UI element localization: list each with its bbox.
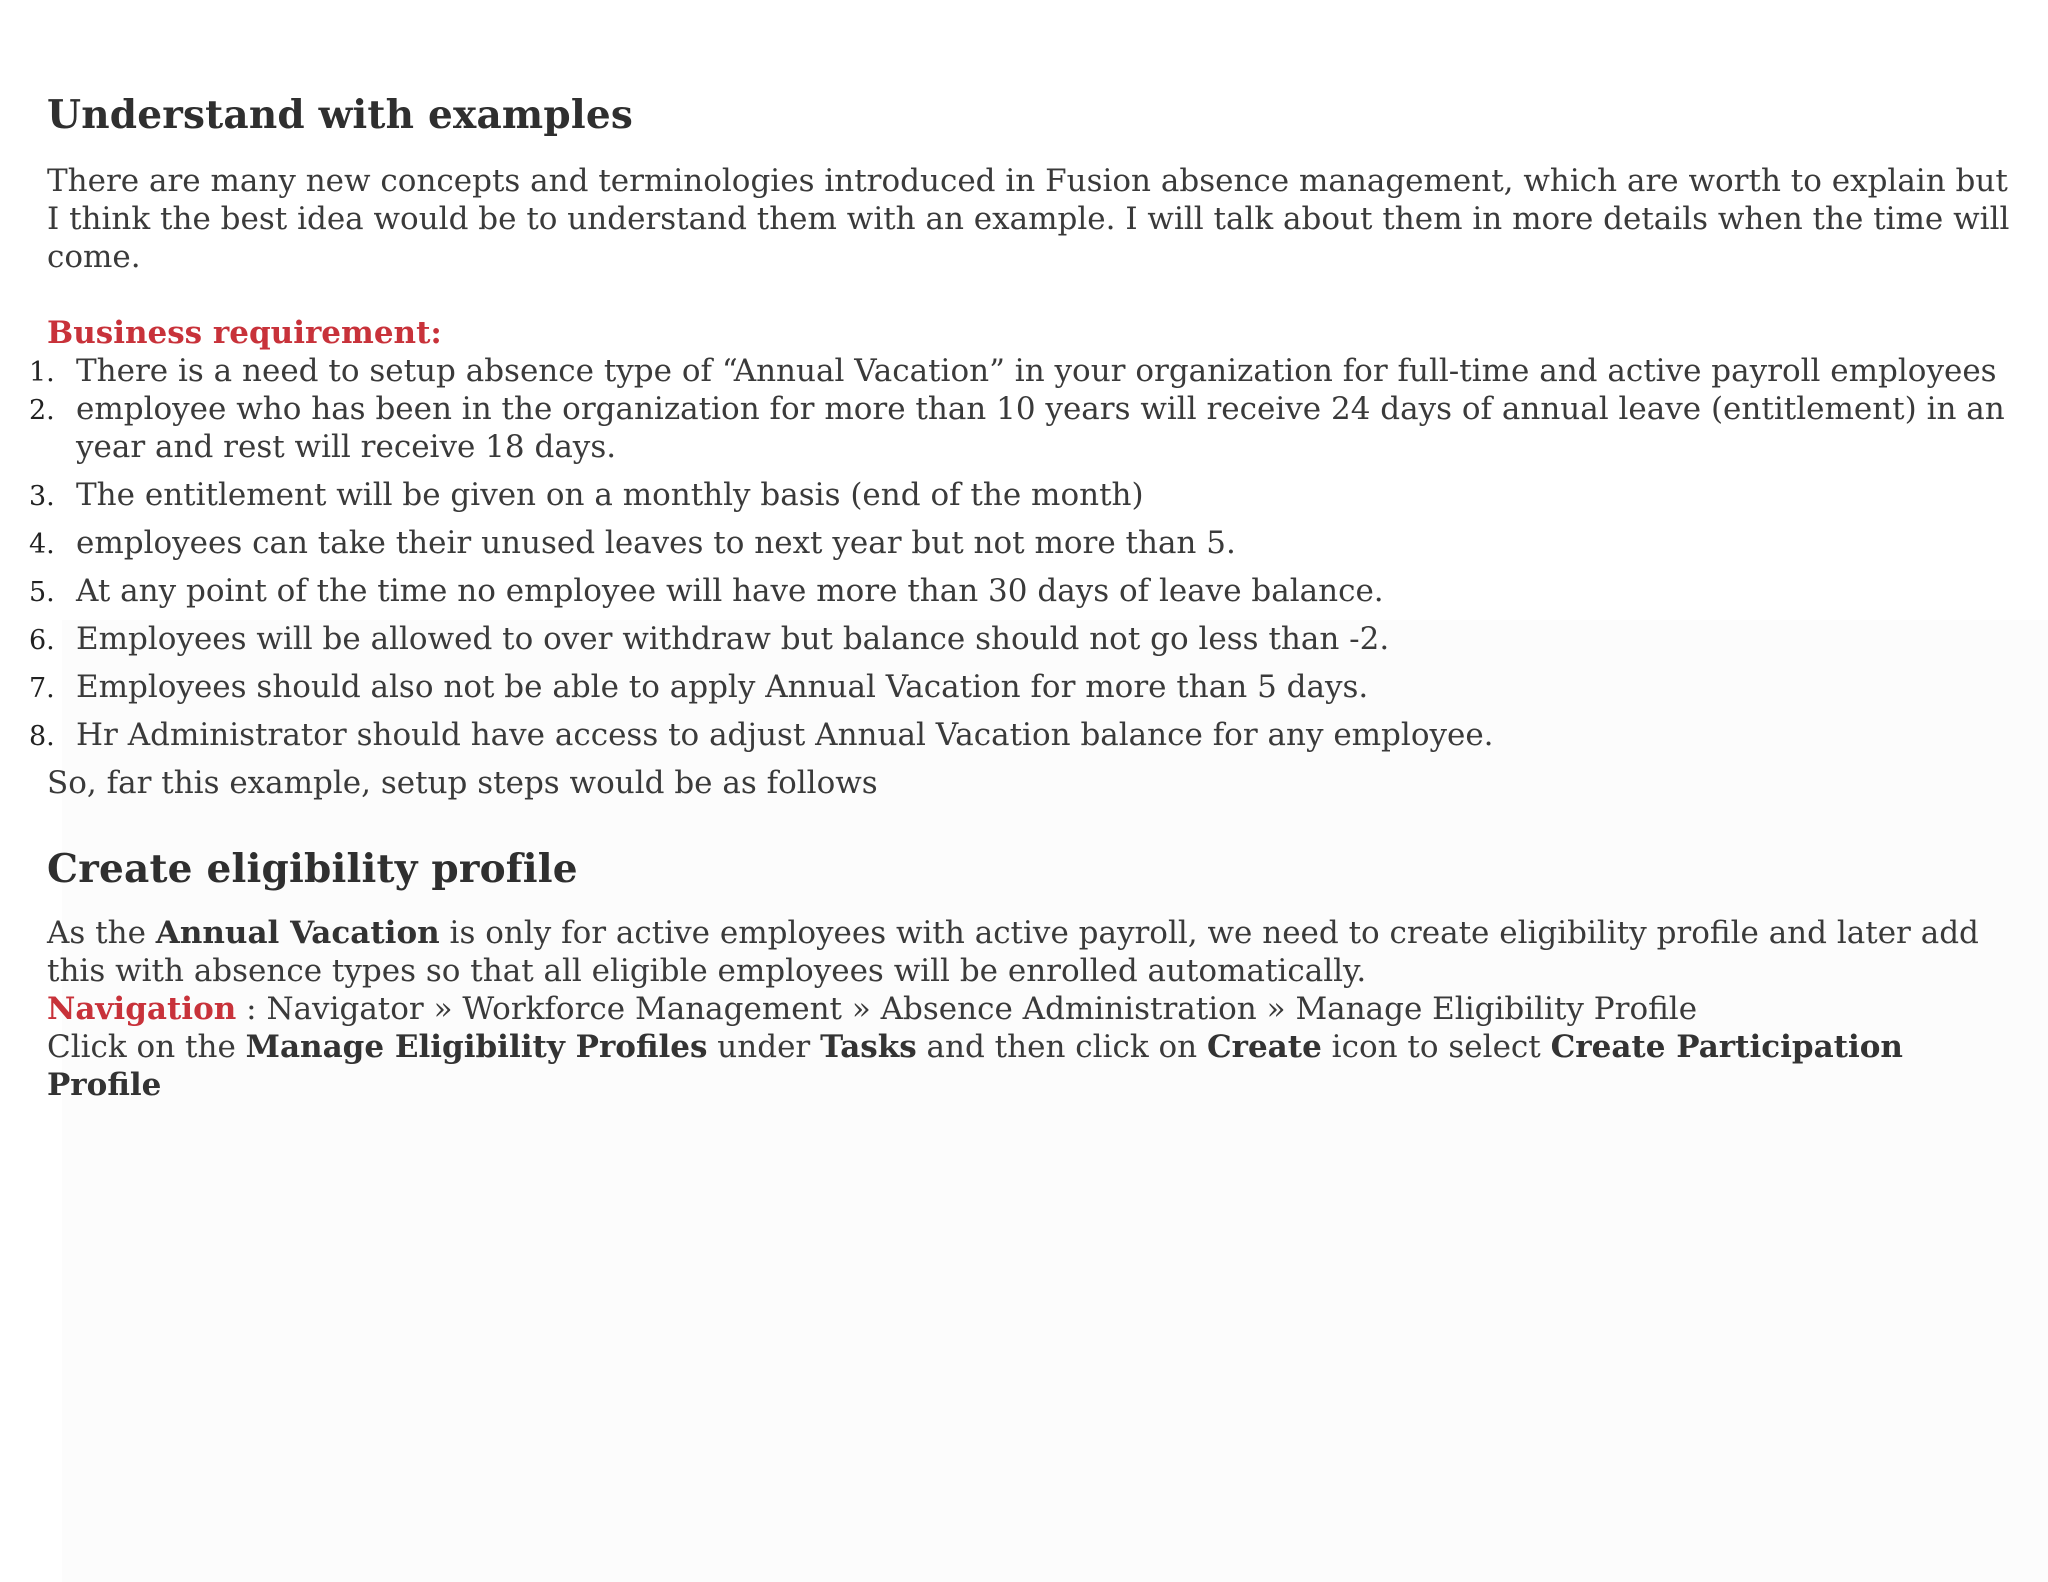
instruction-text: under <box>707 1029 821 1065</box>
requirements-list <box>29 352 2017 754</box>
list-item-text: employees can take their unused leaves to next year but not more than 5. <box>76 525 1236 561</box>
followup-text: So, far this example, setup steps would be as follows <box>47 765 878 801</box>
instruction-bold: Create Participation Profile <box>47 1029 1903 1103</box>
list-item <box>29 352 2017 390</box>
section-heading: Create eligibility profile <box>47 846 578 892</box>
list-item-text: Employees will be allowed to over withdraw but balance should not go less than -2. <box>76 621 1390 657</box>
instruction-bold: Create <box>1206 1029 1322 1065</box>
navigation-line <box>47 990 2017 1028</box>
eligibility-description <box>47 914 2017 990</box>
list-item-text: There is a need to setup absence type of “Annual Vacation” in your organization for full-time and active payroll employees <box>76 353 1997 389</box>
business-requirement-heading: Business requirement: <box>47 315 442 351</box>
list-number: 8. <box>29 721 55 752</box>
list-number: 7. <box>29 673 55 704</box>
list-item-text: The entitlement will be given on a monthly basis (end of the month) <box>76 477 1144 513</box>
list-number: 2. <box>29 395 55 426</box>
instruction-text: and then click on <box>916 1029 1207 1065</box>
desc-bold: Annual Vacation <box>155 915 440 951</box>
list-item-text: At any point of the time no employee will have more than 30 days of leave balance. <box>76 573 1384 609</box>
document-body <box>29 92 2017 1104</box>
list-item <box>29 476 2017 514</box>
list-item-text: Hr Administrator should have access to adjust Annual Vacation balance for any employee. <box>76 717 1494 753</box>
list-number: 6. <box>29 625 55 656</box>
list-item <box>29 620 2017 658</box>
list-item <box>29 716 2017 754</box>
instruction-text: icon to select <box>1321 1029 1551 1065</box>
desc-suffix: is only for active employees with active payroll, we need to create eligibility profile and later add this with absence types so that all eligible employees will be enrolled automatically. <box>47 915 1979 989</box>
page-title: Understand with examples <box>47 92 634 138</box>
intro-paragraph: There are many new concepts and terminologies introduced in Fusion absence management, which are worth to explain but I think the best idea would be to understand them with an example. I will talk about them in more details when the time will come. <box>47 163 2010 275</box>
navigation-label: Navigation <box>47 991 237 1027</box>
instruction-text: Click on the <box>47 1029 246 1065</box>
navigation-path: : Navigator » Workforce Management » Absence Administration » Manage Eligibility Profile <box>236 991 1698 1027</box>
list-number: 4. <box>29 529 55 560</box>
instruction-bold: Manage Eligibility Profiles <box>245 1029 708 1065</box>
list-item-text: employee who has been in the organization for more than 10 years will receive 24 days of annual leave (entitlement) in an year and rest will receive 18 days. <box>76 391 2005 465</box>
list-item <box>29 390 2017 466</box>
instruction-line <box>47 1028 2017 1104</box>
list-item <box>29 524 2017 562</box>
list-item <box>29 572 2017 610</box>
instruction-bold: Tasks <box>820 1029 917 1065</box>
list-number: 1. <box>29 357 55 388</box>
list-number: 3. <box>29 481 55 512</box>
list-item <box>29 668 2017 706</box>
list-item-text: Employees should also not be able to apply Annual Vacation for more than 5 days. <box>76 669 1369 705</box>
desc-prefix: As the <box>47 915 156 951</box>
list-number: 5. <box>29 577 55 608</box>
